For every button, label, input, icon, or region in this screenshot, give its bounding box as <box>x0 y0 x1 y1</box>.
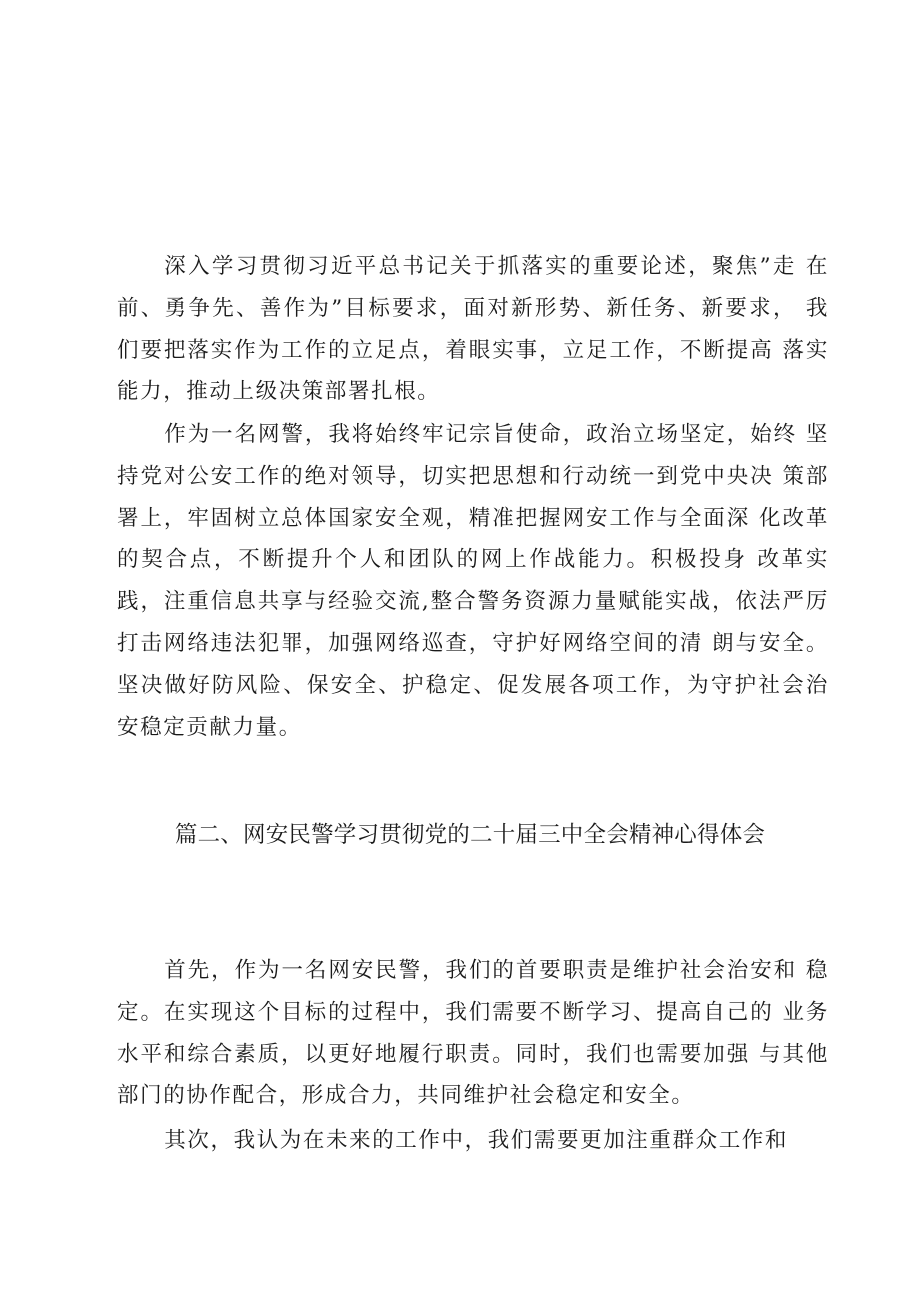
section-paragraph-1: 首先，作为一名网安民警，我们的首要职责是维护社会治安和 稳定。在实现这个目标的过程中，我们需要不断学习、提高自己的 业务水平和综合素质，以更好地履行职责。同时，我们也需要加强 与其他部门的协作配合，形成合力，共同维护社会稳定和安全。 <box>117 958 829 1109</box>
section-heading: 篇二、网安民警学习贯彻党的二十届三中全会精神心得体会 <box>174 822 766 848</box>
body-paragraph-1: 深入学习贯彻习近平总书记关于抓落实的重要论述，聚焦”走 在前、勇争先、善作为”目标要求，面对新形势、新任务、新要求， 我们要把落实作为工作的立足点，着眼实事，立足工作，不断提高 落实能力，推动上级决策部署扎根。 <box>117 254 829 405</box>
section-paragraph-2: 其次，我认为在未来的工作中，我们需要更加注重群众工作和 <box>164 1128 788 1153</box>
body-paragraph-2: 作为一名网警，我将始终牢记宗旨使命，政治立场坚定，始终 坚持党对公安工作的绝对领导，切实把思想和行动统一到党中央决 策部署上，牢固树立总体国家安全观，精准把握网安工作与全面深 化改革的契合点，不断提升个人和团队的网上作战能力。积极投身 改革实践，注重信息共享与经验交流,整合警务资源力量赋能实战，依法严厉打击网络违法犯罪，加强网络巡查，守护好网络空间的清 朗与安全。坚决做好防风险、保安全、护稳定、促发展各项工作，为守护社会治安稳定贡献力量。 <box>117 422 829 740</box>
